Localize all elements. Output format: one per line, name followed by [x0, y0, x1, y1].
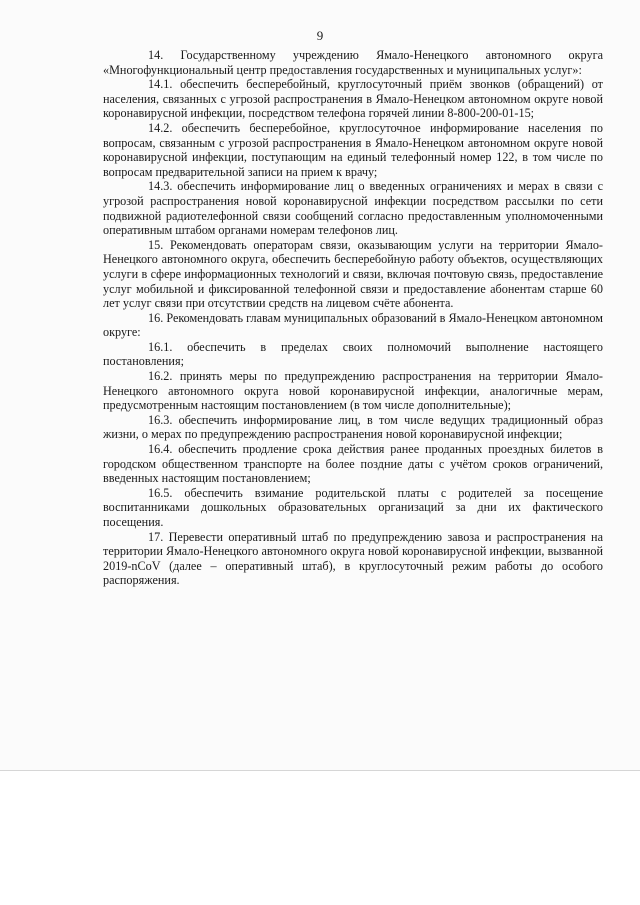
paragraph-14: 14. Государственному учреждению Ямало-Ненецкого автономного округа «Многофункциональный центр предоставления государственных и муниципальных услуг»:: [103, 48, 603, 77]
paragraph-17: 17. Перевести оперативный штаб по предупреждению завоза и распространения на территории Ямало-Ненецкого автономного округа новой коронавирусной инфекции, вызванной 2019-nCoV (далее – оперативный штаб), в круглосуточный режим работы до особого распоряжения.: [103, 529, 603, 588]
paragraph-14-2: 14.2. обеспечить бесперебойное, круглосуточное информирование населения по вопросам, связанным с угрозой распространения в Ямало-Ненецком автономном округе новой коронавирусной инфекции, поступающим на единый телефонный номер 122, в том числе по вопросам предварительной записи на прием к врачу;: [103, 120, 603, 179]
paragraph-14-3: 14.3. обеспечить информирование лиц о введенных ограничениях и мерах в связи с угрозой распространения новой коронавирусной инфекции посредством рассылки по сети подвижной радиотелефонной связи сообщений согласно предоставленным уполномоченными оперативным штабом органами номерам телефонов лиц.: [103, 179, 603, 238]
paragraph-16-2: 16.2. принять меры по предупреждению распространения на территории Ямало-Ненецкого автономного округа новой коронавирусной инфекции, аналогичные мерам, предусмотренным настоящим постановлением (в том числе дополнительные);: [103, 369, 603, 413]
paragraph-15: 15. Рекомендовать операторам связи, оказывающим услуги на территории Ямало-Ненецкого автономного округа, обеспечить бесперебойную работу объектов, осуществляющих услуги в сфере информационных технологий и связи, включая почтовую связь, предоставление услуг мобильной и фиксированной телефонной связи и предоставление абонентам старше 60 лет услуг связи при отсутствии средств на лицевом счёте абонента.: [103, 237, 603, 311]
paragraph-14-1: 14.1. обеспечить бесперебойный, круглосуточный приём звонков (обращений) от населения, связанных с угрозой распространения в Ямало-Ненецком автономном округе новой коронавирусной инфекции, посредством телефона горячей линии 8-800-200-01-15;: [103, 77, 603, 121]
paragraph-16: 16. Рекомендовать главам муниципальных образований в Ямало-Ненецком автономном округе:: [103, 310, 603, 340]
blank-margin: [0, 771, 640, 905]
paragraph-16-1: 16.1. обеспечить в пределах своих полномочий выполнение настоящего постановления;: [103, 339, 603, 369]
document-body: [103, 48, 603, 588]
paragraph-16-4: 16.4. обеспечить продление срока действия ранее проданных проездных билетов в городском общественном транспорте на более поздние даты с учётом сроков ограничений, введенных настоящим постановлением;: [103, 442, 603, 486]
paragraph-16-3: 16.3. обеспечить информирование лиц, в том числе ведущих традиционный образ жизни, о мерах по предупреждению распространения новой коронавирусной инфекции;: [103, 412, 603, 442]
paragraph-16-5: 16.5. обеспечить взимание родительской платы с родителей за посещение воспитанниками дошкольных образовательных организаций за дни их фактического посещения.: [103, 485, 603, 529]
page-number: 9: [316, 28, 324, 43]
